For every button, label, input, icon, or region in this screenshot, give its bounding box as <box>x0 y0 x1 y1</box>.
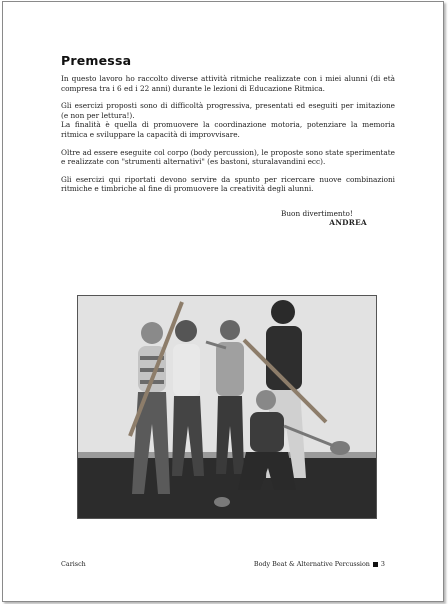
page-title: Premessa <box>61 53 132 68</box>
paragraph-creativity: Gli esercizi qui riportati devono servire da spunto per ricercare nuove combinazioni ritmiche e timbriche al fine di promuovere la creatività degli alunni. <box>61 174 395 194</box>
footer-book-title: Body Beat & Alternative Percussion <box>253 560 370 568</box>
group-photo <box>77 295 377 519</box>
author-name: ANDREA <box>329 218 367 228</box>
square-marker-icon <box>373 562 378 567</box>
body-text <box>61 74 395 202</box>
paragraph-intro: In questo lavoro ho raccolto diverse attività ritmiche realizzate con i miei alunni (di età compresa tra i 6 ed i 22 anni) durante le lezioni di Educazione Ritmica. <box>61 74 395 93</box>
page-number: 3 <box>380 560 385 568</box>
group-photo-illustration <box>78 296 376 518</box>
footer-publisher: Carisch <box>61 560 86 568</box>
page-sheet <box>2 1 444 602</box>
footer-book-info <box>254 560 385 568</box>
closing-text: Buon divertimento! <box>281 209 353 218</box>
paragraph-goals: La finalità è quella di promuovere la coordinazione motoria, potenziare la memoria ritmica e sviluppare la capacità di improvvisare. <box>61 120 395 139</box>
paragraph-exercises: Gli esercizi proposti sono di difficoltà progressiva, presentati ed eseguiti per imitazione (e non per lettura!). <box>61 101 395 120</box>
signature-block <box>281 209 367 228</box>
paragraph-instruments: Oltre ad essere eseguite col corpo (body percussion), le proposte sono state sperimentate e realizzate con "strumenti alternativi" (es bastoni, sturalavandini ecc). <box>61 147 395 167</box>
